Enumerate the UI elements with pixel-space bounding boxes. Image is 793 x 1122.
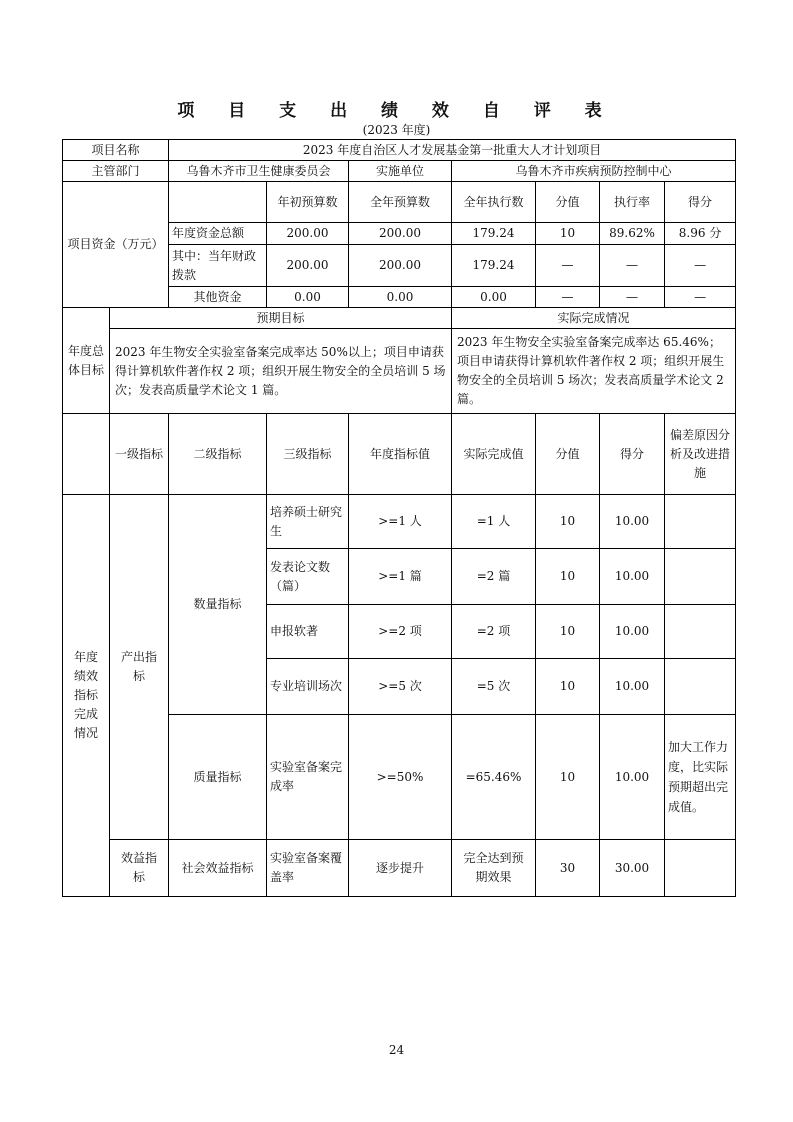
funds-initial: 200.00 (267, 245, 349, 287)
indicator-header: 分值 (536, 414, 600, 495)
indicator-score: 10.00 (600, 659, 665, 715)
social-indicator-label: 社会效益指标 (169, 840, 267, 897)
indicator-score: 10.00 (600, 495, 665, 549)
indicator-actual: =2 项 (452, 605, 536, 659)
funds-row-name: 年度资金总额 (169, 223, 267, 245)
output-indicator-label: 产出指标 (110, 495, 169, 840)
indicator-note (665, 840, 736, 897)
expected-goal-label: 预期目标 (110, 308, 452, 329)
page-number: 24 (388, 1043, 405, 1057)
indicator-header: 年度指标值 (349, 414, 452, 495)
indicator-section-label: 年度绩效指标完成情况 (63, 495, 110, 897)
dept-label: 主管部门 (63, 161, 169, 182)
indicator-header: 得分 (600, 414, 665, 495)
indicator-target: >=1 人 (349, 495, 452, 549)
indicator-target: 逐步提升 (349, 840, 452, 897)
indicator-name: 实验室备案完成率 (267, 715, 349, 840)
funds-row-name: 其中：当年财政拨款 (169, 245, 267, 287)
funds-score: — (665, 287, 736, 308)
indicator-actual: =2 篇 (452, 549, 536, 605)
indicator-header: 三级指标 (267, 414, 349, 495)
funds-annual: 200.00 (349, 223, 452, 245)
quality-indicator-label: 质量指标 (169, 715, 267, 840)
indicator-value: 10 (536, 495, 600, 549)
indicator-header: 偏差原因分析及改进措施 (665, 414, 736, 495)
indicator-note: 加大工作力度，比实际预期超出完成值。 (665, 715, 736, 840)
funds-annual: 0.00 (349, 287, 452, 308)
indicator-actual: =1 人 (452, 495, 536, 549)
funds-score: 8.96 分 (665, 223, 736, 245)
funds-score: — (665, 245, 736, 287)
indicator-target: >=50% (349, 715, 452, 840)
indicator-actual: =5 次 (452, 659, 536, 715)
indicator-note (665, 659, 736, 715)
indicator-score: 10.00 (600, 605, 665, 659)
funds-header: 全年预算数 (349, 182, 452, 223)
funds-score-value: — (536, 287, 600, 308)
funds-executed: 179.24 (452, 223, 536, 245)
indicator-row (63, 840, 736, 897)
indicator-row (63, 495, 736, 549)
indicator-name: 实验室备案覆盖率 (267, 840, 349, 897)
funds-label: 项目资金（万元） (63, 182, 169, 308)
indicator-value: 10 (536, 605, 600, 659)
page-title: 项 目 支 出 绩 效 自 评 表 (177, 101, 616, 121)
indicator-target: >=1 篇 (349, 549, 452, 605)
funds-annual: 200.00 (349, 245, 452, 287)
unit-name: 乌鲁木齐市疾病预防控制中心 (452, 161, 736, 182)
funds-rate: — (600, 287, 665, 308)
indicator-score: 30.00 (600, 840, 665, 897)
indicator-score: 10.00 (600, 715, 665, 840)
funds-header: 执行率 (600, 182, 665, 223)
indicator-value: 10 (536, 549, 600, 605)
funds-header: 年初预算数 (267, 182, 349, 223)
indicator-name: 专业培训场次 (267, 659, 349, 715)
funds-score-value: 10 (536, 223, 600, 245)
project-name: 2023 年度自治区人才发展基金第一批重大人才计划项目 (169, 140, 736, 161)
funds-executed: 0.00 (452, 287, 536, 308)
indicator-value: 10 (536, 715, 600, 840)
funds-initial: 0.00 (267, 287, 349, 308)
indicator-corner (63, 414, 110, 495)
funds-executed: 179.24 (452, 245, 536, 287)
unit-label: 实施单位 (349, 161, 452, 182)
indicator-actual: 完全达到预期效果 (452, 840, 536, 897)
benefit-indicator-label: 效益指标 (110, 840, 169, 897)
indicator-note (665, 549, 736, 605)
funds-initial: 200.00 (267, 223, 349, 245)
indicator-value: 30 (536, 840, 600, 897)
actual-goal-text: 2023 年生物安全实验室备案完成率达 65.46%；项目申请获得计算机软件著作权 2 项；组织开展生物安全的全员培训 5 场次；发表高质量学术论文 2 篇。 (452, 329, 736, 414)
funds-blank-header (169, 182, 267, 223)
indicator-header: 二级指标 (169, 414, 267, 495)
dept-name: 乌鲁木齐市卫生健康委员会 (169, 161, 349, 182)
indicator-header: 一级指标 (110, 414, 169, 495)
funds-header: 得分 (665, 182, 736, 223)
indicator-note (665, 605, 736, 659)
funds-score-value: — (536, 245, 600, 287)
project-name-label: 项目名称 (63, 140, 169, 161)
funds-rate: 89.62% (600, 223, 665, 245)
performance-table (62, 139, 736, 897)
indicator-note (665, 495, 736, 549)
funds-header: 全年执行数 (452, 182, 536, 223)
indicator-name: 培养硕士研究生 (267, 495, 349, 549)
indicator-name: 发表论文数（篇） (267, 549, 349, 605)
goals-label: 年度总体目标 (63, 308, 110, 414)
indicator-target: >=2 项 (349, 605, 452, 659)
indicator-header: 实际完成值 (452, 414, 536, 495)
funds-row-name: 其他资金 (169, 287, 267, 308)
report-year: (2023 年度) (362, 123, 431, 137)
indicator-name: 申报软著 (267, 605, 349, 659)
indicator-target: >=5 次 (349, 659, 452, 715)
indicator-value: 10 (536, 659, 600, 715)
actual-goal-label: 实际完成情况 (452, 308, 736, 329)
funds-header: 分值 (536, 182, 600, 223)
expected-goal-text: 2023 年生物安全实验室备案完成率达 50%以上；项目申请获得计算机软件著作权 2 项；组织开展生物安全的全员培训 5 场次；发表高质量学术论文 1 篇。 (110, 329, 452, 414)
quantity-indicator-label: 数量指标 (169, 495, 267, 715)
indicator-score: 10.00 (600, 549, 665, 605)
funds-rate: — (600, 245, 665, 287)
indicator-actual: =65.46% (452, 715, 536, 840)
